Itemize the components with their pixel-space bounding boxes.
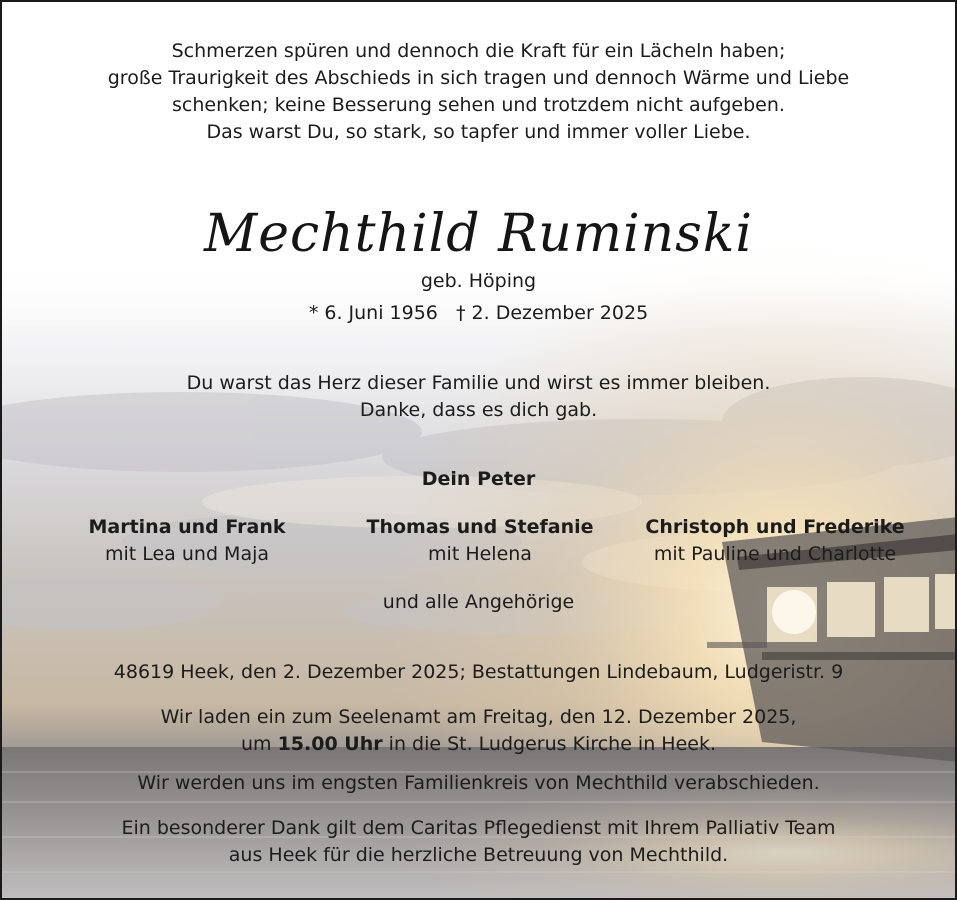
husband-name: Dein Peter [421,468,536,490]
family-2-children: mit Helena [428,543,532,565]
relatives: und alle Angehörige [382,591,575,613]
family-3-children: mit Pauline und Charlotte [653,543,897,565]
poem-line-3: schenken; keine Besserung sehen und trotzdem nicht aufgeben. [172,94,785,116]
service-line-1: Wir laden ein zum Seelenamt am Freitag, den 12. Dezember 2025, [160,706,797,728]
tribute-line-2: Danke, dass es dich gab. [359,399,598,421]
service-time: 15.00 Uhr [277,733,383,755]
birth-name: geb. Höping [420,270,537,292]
family-1-children: mit Lea und Maja [104,543,270,565]
family-2-names: Thomas und Stefanie [366,516,594,538]
service-line-2 [2,731,955,758]
thanks-line-1: Ein besonderer Dank gilt dem Caritas Pflegedienst mit Ihrem Palliativ Team [121,817,836,839]
poem-line-2: große Traurigkeit des Abschieds in sich tragen und dennoch Wärme und Liebe [107,67,850,89]
poem-line-4: Das warst Du, so stark, so tapfer und immer voller Liebe. [206,121,751,143]
address-line: 48619 Heek, den 2. Dezember 2025; Bestattungen Lindebaum, Ludgeristr. 9 [113,661,844,683]
service-prefix: um [240,733,278,755]
deceased-name: Mechthild Ruminski [204,204,753,264]
farewell-line: Wir werden uns im engsten Familienkreis von Mechthild verabschieden. [137,772,820,794]
service-suffix: in die St. Ludgerus Kirche in Heek. [382,733,716,755]
poem-line-1: Schmerzen spüren und dennoch die Kraft für ein Lächeln haben; [171,40,786,62]
family-1-names: Martina und Frank [88,516,286,538]
life-dates: * 6. Juni 1956 † 2. Dezember 2025 [308,302,649,324]
thanks-line-2: aus Heek für die herzliche Betreuung von Mechthild. [228,844,729,866]
family-3-names: Christoph und Frederike [645,516,905,538]
tribute-line-1: Du warst das Herz dieser Familie und wirst es immer bleiben. [186,372,771,394]
